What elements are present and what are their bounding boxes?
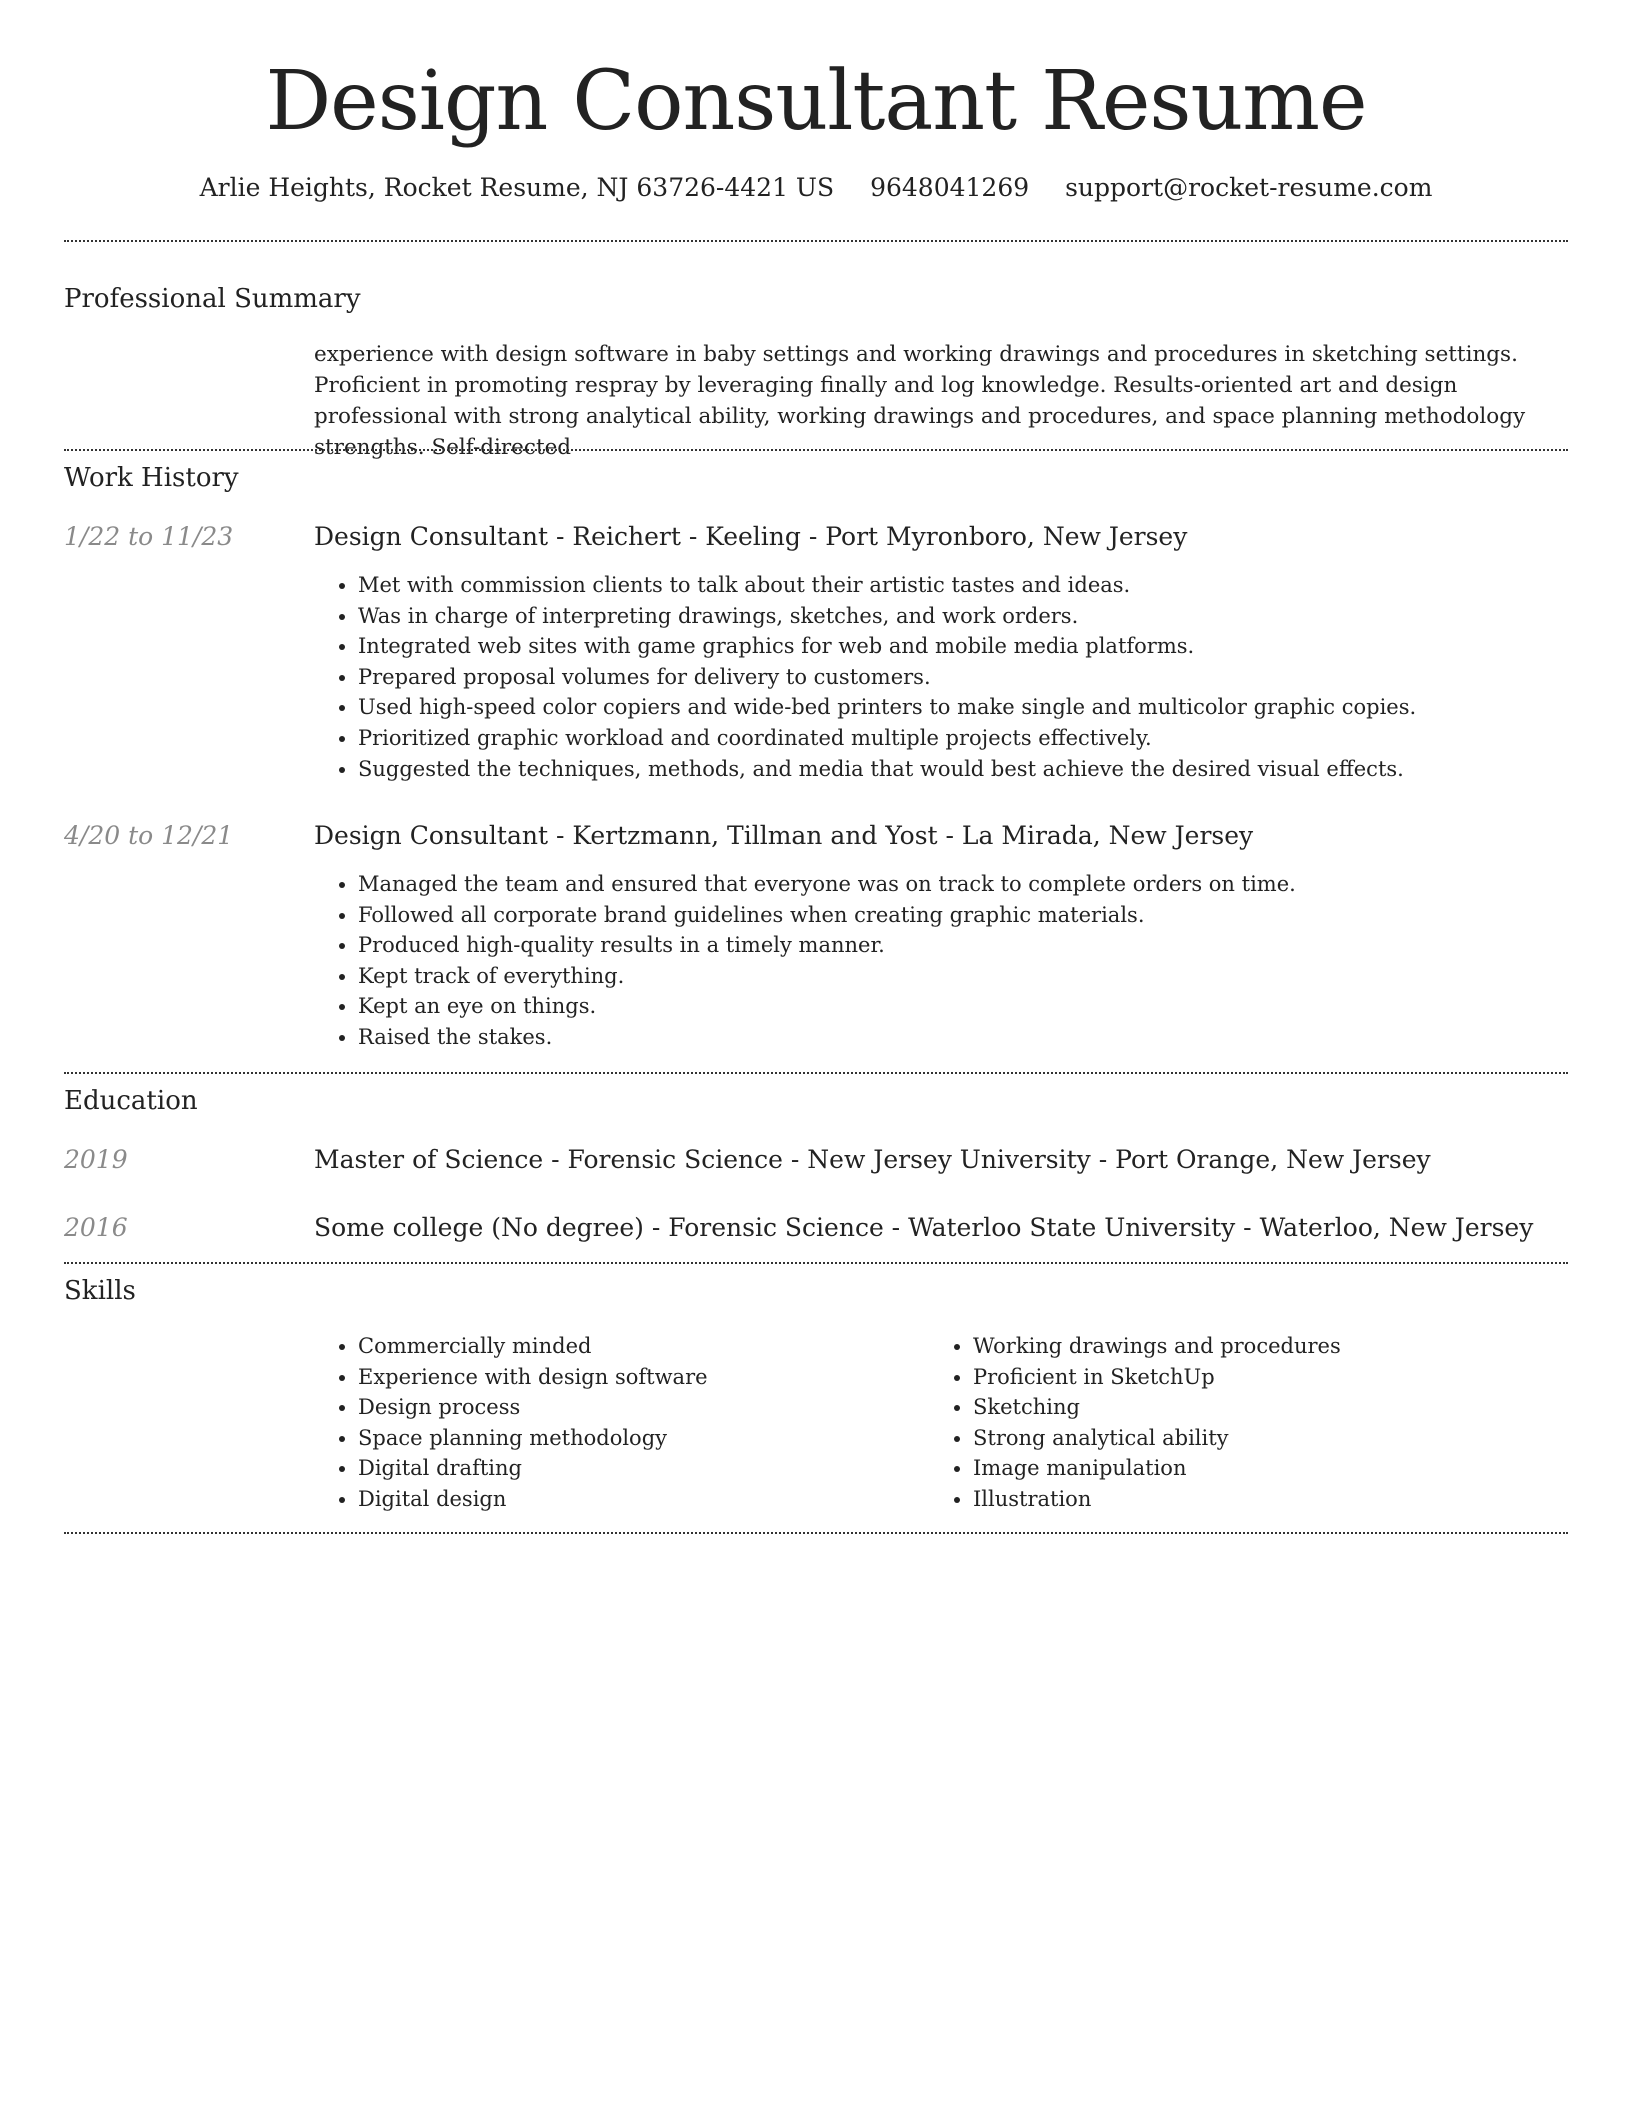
divider [64, 1072, 1568, 1074]
divider [64, 1532, 1568, 1534]
job-bullets [314, 869, 1296, 1053]
divider [64, 449, 1568, 451]
education-title: Master of Science - Forensic Science - New Jersey University - Port Orange, New Jersey [314, 1145, 1431, 1174]
list-item: • Image manipulation [973, 1453, 1341, 1484]
list-item: • Digital design [358, 1484, 708, 1515]
skills-list-left [314, 1331, 708, 1515]
list-item: • Managed the team and ensured that everyone was on track to complete orders on time. [358, 869, 1296, 900]
list-item: • Strong analytical ability [973, 1423, 1341, 1454]
list-item: • Followed all corporate brand guidelines when creating graphic materials. [358, 900, 1296, 931]
list-item: • Proficient in SketchUp [973, 1362, 1341, 1393]
list-item: • Design process [358, 1392, 708, 1423]
education-year: 2019 [64, 1145, 128, 1174]
address-text: Arlie Heights, Rocket Resume, NJ 63726-4421 US [199, 173, 835, 202]
education-year: 2016 [64, 1213, 128, 1242]
list-item: • Prepared proposal volumes for delivery to customers. [358, 662, 1416, 693]
list-item: • Used high-speed color copiers and wide-bed printers to make single and multicolor graphic copies. [358, 692, 1416, 723]
list-item: • Integrated web sites with game graphics for web and mobile media platforms. [358, 631, 1416, 662]
summary-text: experience with design software in baby settings and working drawings and procedures in sketching settings. Proficient in promoting respray by leveraging finally and log knowledge. Results-oriented art and design professional with strong analytical ability, working drawings and procedures, and space planning methodology strengths. Self-directed [314, 342, 1526, 460]
list-item: • Prioritized graphic workload and coordinated multiple projects effectively. [358, 723, 1416, 754]
job-title: Design Consultant - Reichert - Keeling - Port Myronboro, New Jersey [314, 522, 1188, 551]
job-dates: 4/20 to 12/21 [64, 821, 234, 850]
list-item: • Space planning methodology [358, 1423, 708, 1454]
skills-list-right [929, 1331, 1341, 1515]
section-heading-skills: Skills [64, 1276, 136, 1306]
email-text: support@rocket-resume.com [1065, 173, 1433, 202]
section-heading-education: Education [64, 1086, 198, 1116]
resume-title: Design Consultant Resume [265, 54, 1367, 149]
list-item: • Was in charge of interpreting drawings, sketches, and work orders. [358, 601, 1416, 632]
list-item: • Sketching [973, 1392, 1341, 1423]
contact-line [0, 170, 1632, 206]
job-title: Design Consultant - Kertzmann, Tillman and Yost - La Mirada, New Jersey [314, 821, 1254, 850]
job-bullets [314, 570, 1416, 784]
list-item: • Working drawings and procedures [973, 1331, 1341, 1362]
job-dates: 1/22 to 11/23 [64, 522, 234, 551]
section-heading-work-history: Work History [64, 463, 239, 493]
list-item: • Digital drafting [358, 1453, 708, 1484]
list-item: • Kept track of everything. [358, 961, 1296, 992]
list-item: • Raised the stakes. [358, 1022, 1296, 1053]
list-item: • Met with commission clients to talk about their artistic tastes and ideas. [358, 570, 1416, 601]
list-item: • Experience with design software [358, 1362, 708, 1393]
list-item: • Commercially minded [358, 1331, 708, 1362]
list-item: • Produced high-quality results in a timely manner. [358, 930, 1296, 961]
list-item: • Suggested the techniques, methods, and media that would best achieve the desired visual effects. [358, 754, 1416, 785]
section-heading-summary: Professional Summary [64, 284, 361, 314]
divider [64, 1262, 1568, 1264]
divider [64, 240, 1568, 242]
education-title: Some college (No degree) - Forensic Science - Waterloo State University - Waterloo, New Jersey [314, 1213, 1534, 1242]
list-item: • Illustration [973, 1484, 1341, 1515]
list-item: • Kept an eye on things. [358, 991, 1296, 1022]
phone-text: 9648041269 [870, 173, 1030, 202]
